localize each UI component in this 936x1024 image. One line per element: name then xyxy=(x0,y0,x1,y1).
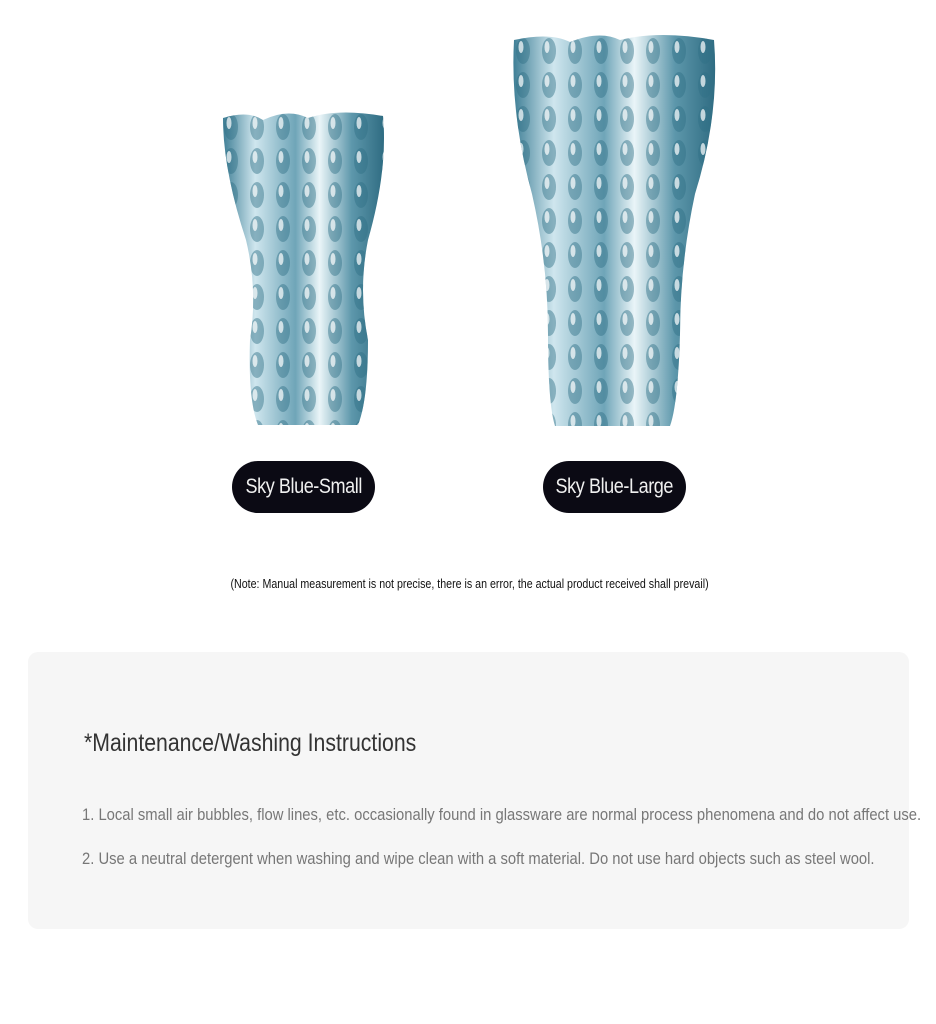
maintenance-panel xyxy=(28,652,922,929)
variant-small-button[interactable] xyxy=(232,461,375,513)
variant-large-button[interactable] xyxy=(543,461,686,513)
maintenance-item: 2. Use a neutral detergent when washing and wipe clean with a soft material. Do not use hard objects such as steel wool. xyxy=(82,849,875,868)
maintenance-title: *Maintenance/Washing Instructions xyxy=(84,729,417,757)
maintenance-item: 1. Local small air bubbles, flow lines, etc. occasionally found in glassware are normal process phenomena and do not affect use. xyxy=(82,805,922,824)
note-text: (Note: Manual measurement is not precise, there is an error, the actual product received shall prevail) xyxy=(230,576,710,591)
vase-large-image xyxy=(510,34,718,430)
vase-small-image xyxy=(218,110,388,430)
variant-large-label: Sky Blue-Large xyxy=(555,475,674,498)
variant-small-label: Sky Blue-Small xyxy=(245,475,362,498)
measurement-note xyxy=(0,576,936,591)
